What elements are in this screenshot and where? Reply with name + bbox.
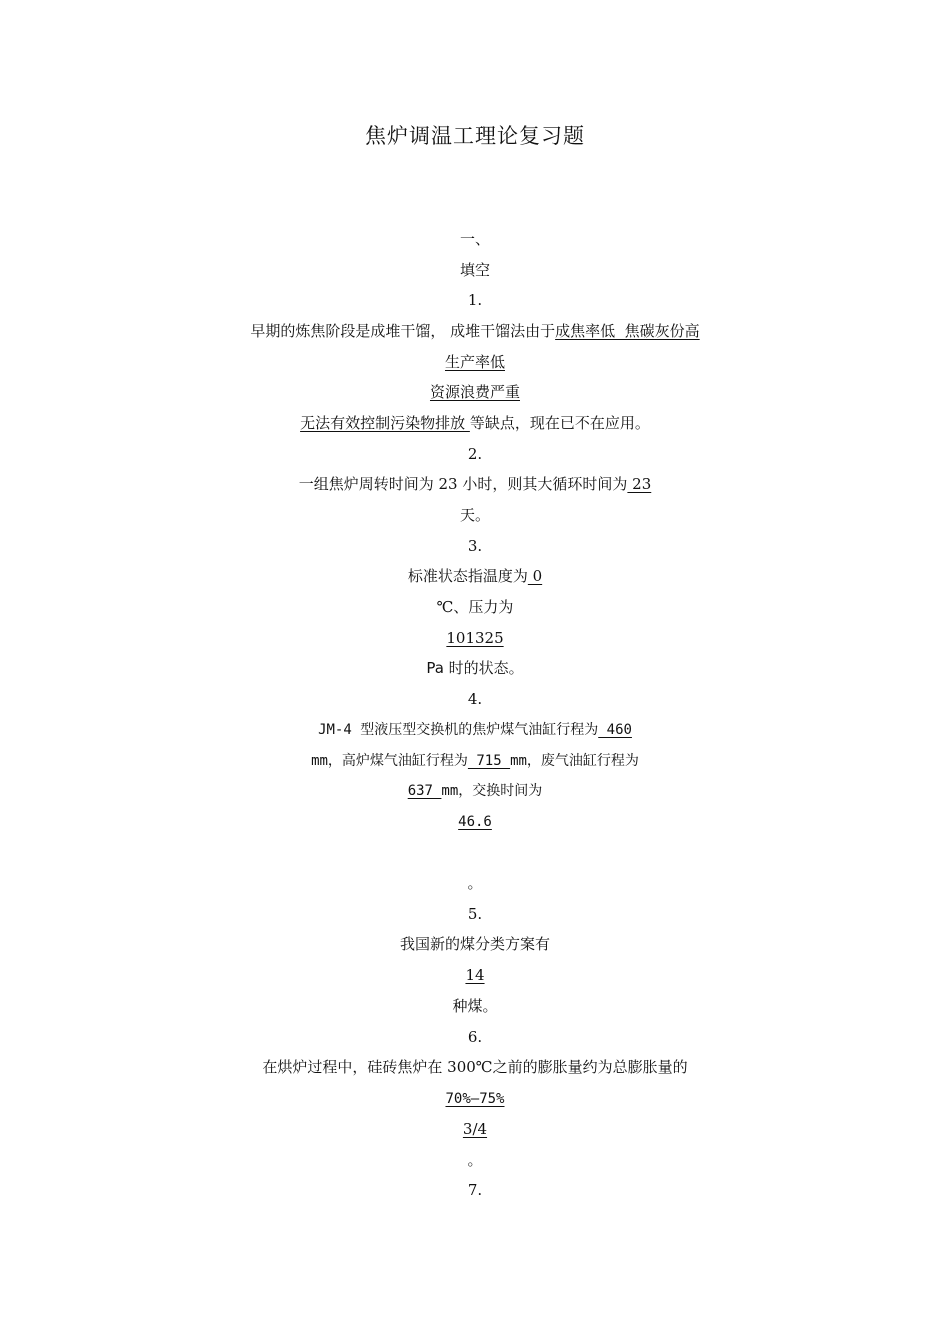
q3-number: 3. bbox=[467, 537, 483, 555]
q4-blank-3: 637 bbox=[407, 783, 442, 799]
q1-blank-3: 资源浪费严重 bbox=[429, 383, 520, 401]
q1-blank-1: 成焦率低 焦碳灰份高 bbox=[555, 322, 700, 340]
q2-number: 2. bbox=[467, 445, 483, 463]
q2-blank-1: 23 bbox=[627, 475, 652, 493]
q7-number: 7. bbox=[467, 1181, 483, 1199]
q1-line-1 bbox=[0, 321, 950, 341]
document-title: 焦炉调温工理论复习题 bbox=[365, 124, 585, 148]
q3-text-2: ℃、压力为 bbox=[436, 598, 514, 616]
q5-text-2: 种煤。 bbox=[452, 997, 498, 1015]
q2-text-2: 天。 bbox=[459, 506, 490, 524]
section-title: 填空 bbox=[459, 261, 490, 279]
q3-line-1 bbox=[0, 566, 950, 586]
q1-blank-4: 无法有效控制污染物排放 bbox=[300, 414, 470, 432]
q6-blank-1: 70%—75% bbox=[445, 1091, 505, 1107]
q4-blank-4: 46.6 bbox=[458, 814, 492, 830]
section-number: 一、 bbox=[459, 230, 490, 248]
q6-blank-2: 3/4 bbox=[462, 1120, 488, 1138]
q1-line-4 bbox=[0, 413, 950, 433]
q4-text-1: JM-4 型液压型交换机的焦炉煤气油缸行程为 bbox=[318, 722, 599, 738]
q4-line-4 bbox=[0, 811, 950, 832]
q3-line-3 bbox=[0, 628, 950, 648]
q4-text-2: mm，高炉煤气油缸行程为 bbox=[311, 753, 468, 769]
q3-text-1: 标准状态指温度为 bbox=[407, 567, 528, 585]
q6-number: 6. bbox=[467, 1028, 483, 1046]
q3-blank-2: 101325 bbox=[446, 629, 504, 647]
q2-text-1: 一组焦炉周转时间为 23 小时，则其大循环时间为 bbox=[298, 475, 628, 493]
q4-blank-2: 715 bbox=[467, 753, 511, 769]
q1-line-3 bbox=[0, 382, 950, 402]
q5-text-1: 我国新的煤分类方案有 bbox=[399, 935, 550, 953]
q1-line-2 bbox=[0, 352, 950, 372]
q4-text-4: mm，交换时间为 bbox=[441, 783, 543, 799]
q1-text-1: 早期的炼焦阶段是成堆干馏， 成堆干馏法由于 bbox=[250, 322, 556, 340]
q5-line-2 bbox=[0, 965, 950, 985]
q4-line-2 bbox=[0, 750, 950, 771]
q3-text-3: Pa 时的状态。 bbox=[426, 659, 524, 677]
q4-blank-1: 460 bbox=[598, 722, 632, 738]
q6-text-1: 在烘炉过程中，硅砖焦炉在 300℃之前的膨胀量约为总膨胀量的 bbox=[262, 1058, 688, 1076]
q4-line-3 bbox=[0, 780, 950, 801]
q2-line-1 bbox=[0, 474, 950, 494]
q4-text-3: mm，废气油缸行程为 bbox=[510, 753, 639, 769]
q6-line-3 bbox=[0, 1119, 950, 1139]
q4-number: 4. bbox=[467, 690, 483, 708]
q1-number: 1. bbox=[467, 291, 483, 309]
q4-text-5: 。 bbox=[467, 874, 483, 892]
q5-number: 5. bbox=[467, 905, 483, 923]
q6-line-2 bbox=[0, 1088, 950, 1109]
q5-blank-1: 14 bbox=[465, 966, 485, 984]
q6-text-2: 。 bbox=[467, 1151, 483, 1169]
q1-blank-2: 生产率低 bbox=[444, 353, 505, 371]
q4-line-1 bbox=[0, 719, 950, 740]
q1-text-2: 等缺点，现在已不在应用。 bbox=[469, 414, 650, 432]
q3-blank-1: 0 bbox=[527, 567, 543, 585]
